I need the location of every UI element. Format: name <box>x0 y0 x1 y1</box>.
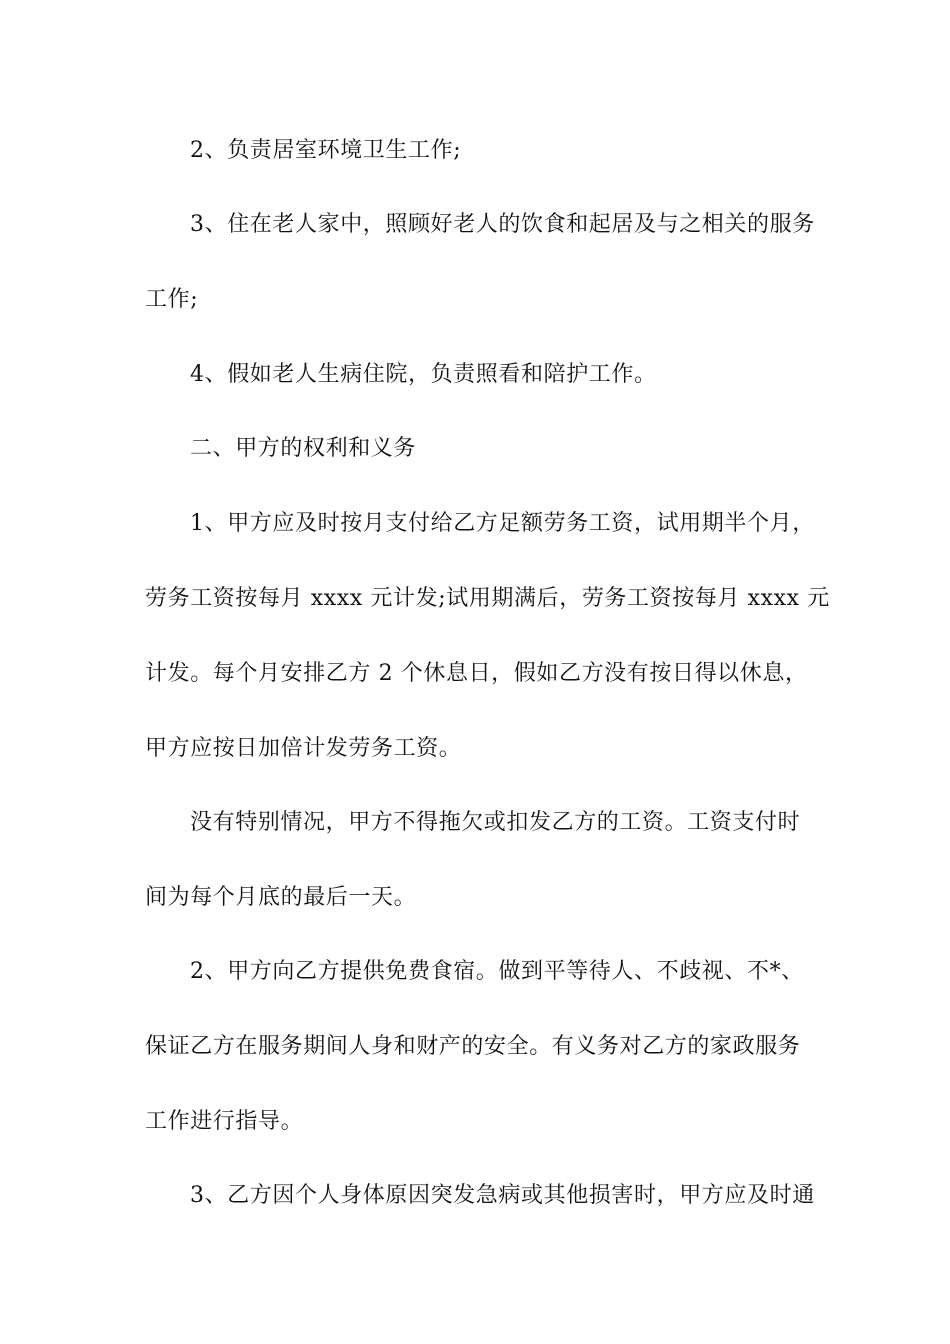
text-line: 2、甲方向乙方提供免费食宿。做到平等待人、不歧视、不*、 <box>190 959 804 984</box>
text-line: 保证乙方在服务期间人身和财产的安全。有义务对乙方的家政服务 <box>145 1034 801 1059</box>
text-line: 间为每个月底的最后一天。 <box>145 885 417 910</box>
text-line: 计发。每个月安排乙方 2 个休息日，假如乙方没有按日得以休息， <box>145 661 808 686</box>
text-line: 3、乙方因个人身体原因突发急病或其他损害时，甲方应及时通 <box>190 1183 815 1208</box>
text-line: 4、假如老人生病住院，负责照看和陪护工作。 <box>190 362 657 387</box>
text-line: 工作; <box>145 287 199 312</box>
text-line: 2、负责居室环境卫生工作; <box>190 138 462 163</box>
text-line: 劳务工资按每月 xxxx 元计发;试用期满后，劳务工资按每月 xxxx 元 <box>145 586 830 611</box>
text-line: 没有特别情况，甲方不得拖欠或扣发乙方的工资。工资支付时 <box>190 810 801 835</box>
text-line: 3、住在老人家中，照顾好老人的饮食和起居及与之相关的服务 <box>190 212 815 237</box>
text-line: 1、甲方应及时按月支付给乙方足额劳务工资，试用期半个月， <box>190 511 815 536</box>
text-line: 甲方应按日加倍计发劳务工资。 <box>145 736 462 761</box>
text-line: 工作进行指导。 <box>145 1109 304 1134</box>
section-heading: 二、甲方的权利和义务 <box>190 436 417 461</box>
